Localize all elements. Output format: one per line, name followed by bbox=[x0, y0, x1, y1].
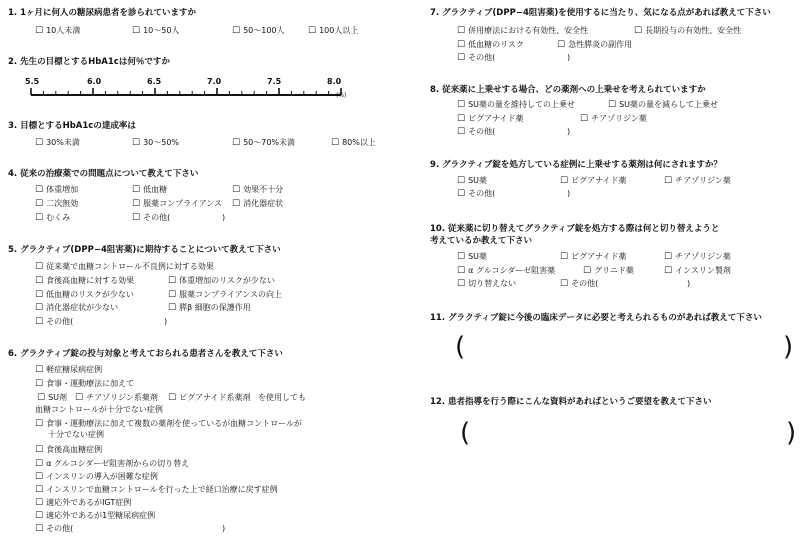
q6-option[interactable]: ☐ 食事・運動療法に加えて複数の薬剤を使っているが血糖コントロールが bbox=[35, 420, 302, 429]
q8-option[interactable]: ☐ SU薬の量を減らして上乗せ bbox=[608, 101, 718, 110]
q10-option[interactable]: ☐ ビグアナイド薬 bbox=[560, 253, 627, 262]
q6-option[interactable]: ☐ 食後高血糖症例 bbox=[35, 446, 102, 455]
q4-option[interactable]: ☐ むくみ bbox=[35, 214, 70, 223]
q11-answer-field[interactable] bbox=[470, 334, 780, 362]
q11-title: 11. グラクティブ錠に今後の臨床データに必要と考えられるものがあれば教えて下さい bbox=[430, 313, 762, 323]
q12-title: 12. 患者指導を行う際にこんな資料があればというご要望を教えて下さい bbox=[430, 397, 712, 407]
q7-title: 7. グラクティブ(DPP−4阻害薬)を使用するに当たり、気になる点があれば教えて下さい bbox=[430, 8, 771, 18]
q10-option[interactable]: ☐ グリニド薬 bbox=[583, 267, 634, 276]
q6-other-close: ) bbox=[222, 524, 226, 533]
hba1c-scale[interactable] bbox=[28, 88, 348, 102]
q3-option[interactable]: ☐ 30%未満 bbox=[35, 139, 80, 148]
q8-option[interactable]: ☐ その他( bbox=[457, 128, 495, 137]
q2-title: 2. 先生の目標とするHbA1cは何％ですか bbox=[8, 57, 170, 67]
q3-title: 3. 目標とするHbA1cの達成率は bbox=[8, 121, 136, 131]
q8-option[interactable]: ☐ チアゾリジン薬 bbox=[580, 115, 647, 124]
q11-answer-open: ( bbox=[455, 332, 466, 362]
q5-option[interactable]: ☐ 従来薬で血糖コントロール不良例に対する効果 bbox=[35, 263, 214, 272]
q4-option[interactable]: ☐ 消化器症状 bbox=[232, 200, 283, 209]
q6-text: を使用しても bbox=[258, 393, 306, 402]
q9-option[interactable]: ☐ SU薬 bbox=[457, 177, 487, 186]
q1-title: 1. 1ヶ月に何人の糖尿病患者を診られていますか bbox=[8, 8, 197, 18]
q6-option[interactable]: ☐ その他( bbox=[35, 525, 73, 534]
scale-tick-label: 6.0 bbox=[87, 77, 102, 86]
q10-option[interactable]: ☐ その他( bbox=[560, 280, 598, 289]
q5-other-close: ) bbox=[164, 317, 168, 326]
q4-option[interactable]: ☐ 低血糖 bbox=[132, 186, 167, 195]
q10-other-close: ) bbox=[687, 279, 691, 288]
q10-title-line2: 考えているか教えて下さい bbox=[430, 236, 533, 246]
q10-option[interactable]: ☐ インスリン製剤 bbox=[664, 267, 731, 276]
q6-option[interactable]: ☐ 適応外であるが1型糖尿病症例 bbox=[35, 512, 155, 521]
q9-option[interactable]: ☐ チアゾリジン薬 bbox=[664, 177, 731, 186]
q3-option[interactable]: ☐ 80%以上 bbox=[331, 139, 376, 148]
q6-option[interactable]: ☐ 食事・運動療法に加えて bbox=[35, 380, 134, 389]
q8-option[interactable]: ☐ SU薬の量を維持しての上乗せ bbox=[457, 101, 575, 110]
scale-tick-label: 6.5 bbox=[147, 77, 162, 86]
q1-option[interactable]: ☐ 10〜50人 bbox=[132, 27, 179, 36]
q4-other-close: ) bbox=[222, 213, 226, 222]
q6-option[interactable]: ☐ SU剤 bbox=[37, 394, 67, 403]
q7-option[interactable]: ☐ その他( bbox=[457, 54, 495, 63]
q12-answer-open: ( bbox=[460, 418, 471, 448]
q5-title: 5. グラクティブ(DPP−4阻害薬)に期待することについて教えて下さい bbox=[8, 245, 281, 255]
q6-option[interactable]: ☐ 適応外であるがIGT症例 bbox=[35, 499, 131, 508]
q6-option[interactable]: ☐ インスリンの導入が困難な症例 bbox=[35, 473, 158, 482]
q7-option[interactable]: ☐ 急性膵炎の副作用 bbox=[557, 41, 632, 50]
q5-option[interactable]: ☐ 消化器症状が少ない bbox=[35, 304, 118, 313]
q6-option[interactable]: ☐ チアゾリジン系薬剤 bbox=[75, 394, 158, 403]
q6-title: 6. グラクティブ錠の投与対象と考えておられる患者さんを教えて下さい bbox=[8, 349, 283, 359]
q5-option[interactable]: ☐ その他( bbox=[35, 318, 73, 327]
q10-option[interactable]: ☐ チアゾリジン薬 bbox=[664, 253, 731, 262]
q1-option[interactable]: ☐ 50〜100人 bbox=[232, 27, 285, 36]
q10-option[interactable]: ☐ α グルコシダーゼ阻害薬 bbox=[457, 267, 555, 276]
scale-unit: (%) bbox=[336, 92, 347, 99]
q4-option[interactable]: ☐ 体重増加 bbox=[35, 186, 78, 195]
q6-option[interactable]: ☐ α グルコシダーゼ阻害剤からの切り替え bbox=[35, 460, 189, 469]
q12-answer-field[interactable] bbox=[475, 420, 780, 448]
q3-option[interactable]: ☐ 50〜70%未満 bbox=[232, 139, 295, 148]
q5-option[interactable]: ☐ 食後高血糖に対する効果 bbox=[35, 277, 134, 286]
q9-option[interactable]: ☐ ビグアナイド薬 bbox=[560, 177, 627, 186]
q1-option[interactable]: ☐ 10人未満 bbox=[35, 27, 80, 36]
q11-answer-close: ) bbox=[783, 332, 794, 362]
q8-title: 8. 従来薬に上乗せする場合、どの薬剤への上乗せを考えられていますか bbox=[430, 85, 706, 95]
q6-option[interactable]: ☐ インスリンで血糖コントロールを行った上で経口治療に戻す症例 bbox=[35, 486, 278, 495]
q10-title: 10. 従来薬に切り替えてグラクティブ錠を処方する際は何と切り替えようと bbox=[430, 224, 720, 234]
q12-answer-close: ) bbox=[786, 418, 797, 448]
q5-option[interactable]: ☐ 服薬コンプライアンスの向上 bbox=[168, 291, 282, 300]
q9-other-close: ) bbox=[567, 189, 571, 198]
q5-option[interactable]: ☐ 低血糖のリスクが少ない bbox=[35, 291, 134, 300]
q6-option[interactable]: ☐ 軽症糖尿病症例 bbox=[35, 366, 102, 375]
q8-option[interactable]: ☐ ビグアナイド薬 bbox=[457, 115, 524, 124]
q5-option[interactable]: ☐ 体重増加のリスクが少ない bbox=[168, 277, 275, 286]
q10-option[interactable]: ☐ SU薬 bbox=[457, 253, 487, 262]
q9-option[interactable]: ☐ その他( bbox=[457, 190, 495, 199]
scale-tick-label: 8.0 bbox=[327, 77, 342, 86]
q7-option[interactable]: ☐ 低血糖のリスク bbox=[457, 41, 524, 50]
q6-text: 血糖コントロールが十分でない症例 bbox=[35, 405, 163, 414]
q7-option[interactable]: ☐ 長期投与の有効性、安全性 bbox=[634, 27, 741, 36]
q4-option[interactable]: ☐ 服薬コンプライアンス bbox=[132, 200, 222, 209]
q4-title: 4. 従来の治療薬での問題点について教えて下さい bbox=[8, 169, 199, 179]
q7-other-close: ) bbox=[567, 53, 571, 62]
q1-option[interactable]: ☐ 100人以上 bbox=[308, 27, 358, 36]
q10-option[interactable]: ☐ 切り替えない bbox=[457, 280, 516, 289]
q3-option[interactable]: ☐ 30〜50% bbox=[132, 139, 179, 148]
q4-option[interactable]: ☐ 二次無効 bbox=[35, 200, 78, 209]
q7-option[interactable]: ☐ 併用療法における有効性、安全性 bbox=[457, 27, 588, 36]
q9-title: 9. グラクティブ錠を処方している症例に上乗せする薬剤は何にされますか？ bbox=[430, 160, 722, 170]
scale-tick-label: 7.0 bbox=[207, 77, 222, 86]
q4-option[interactable]: ☐ その他( bbox=[132, 214, 170, 223]
q5-option[interactable]: ☐ 膵β 細胞の保護作用 bbox=[168, 304, 251, 313]
q4-option[interactable]: ☐ 効果不十分 bbox=[232, 186, 283, 195]
q6-text: 十分でない症例 bbox=[48, 430, 104, 439]
q8-other-close: ) bbox=[567, 127, 571, 136]
scale-tick-label: 7.5 bbox=[267, 77, 282, 86]
q6-option[interactable]: ☐ ビグアナイド系薬剤 bbox=[168, 394, 251, 403]
scale-tick-label: 5.5 bbox=[25, 77, 40, 86]
